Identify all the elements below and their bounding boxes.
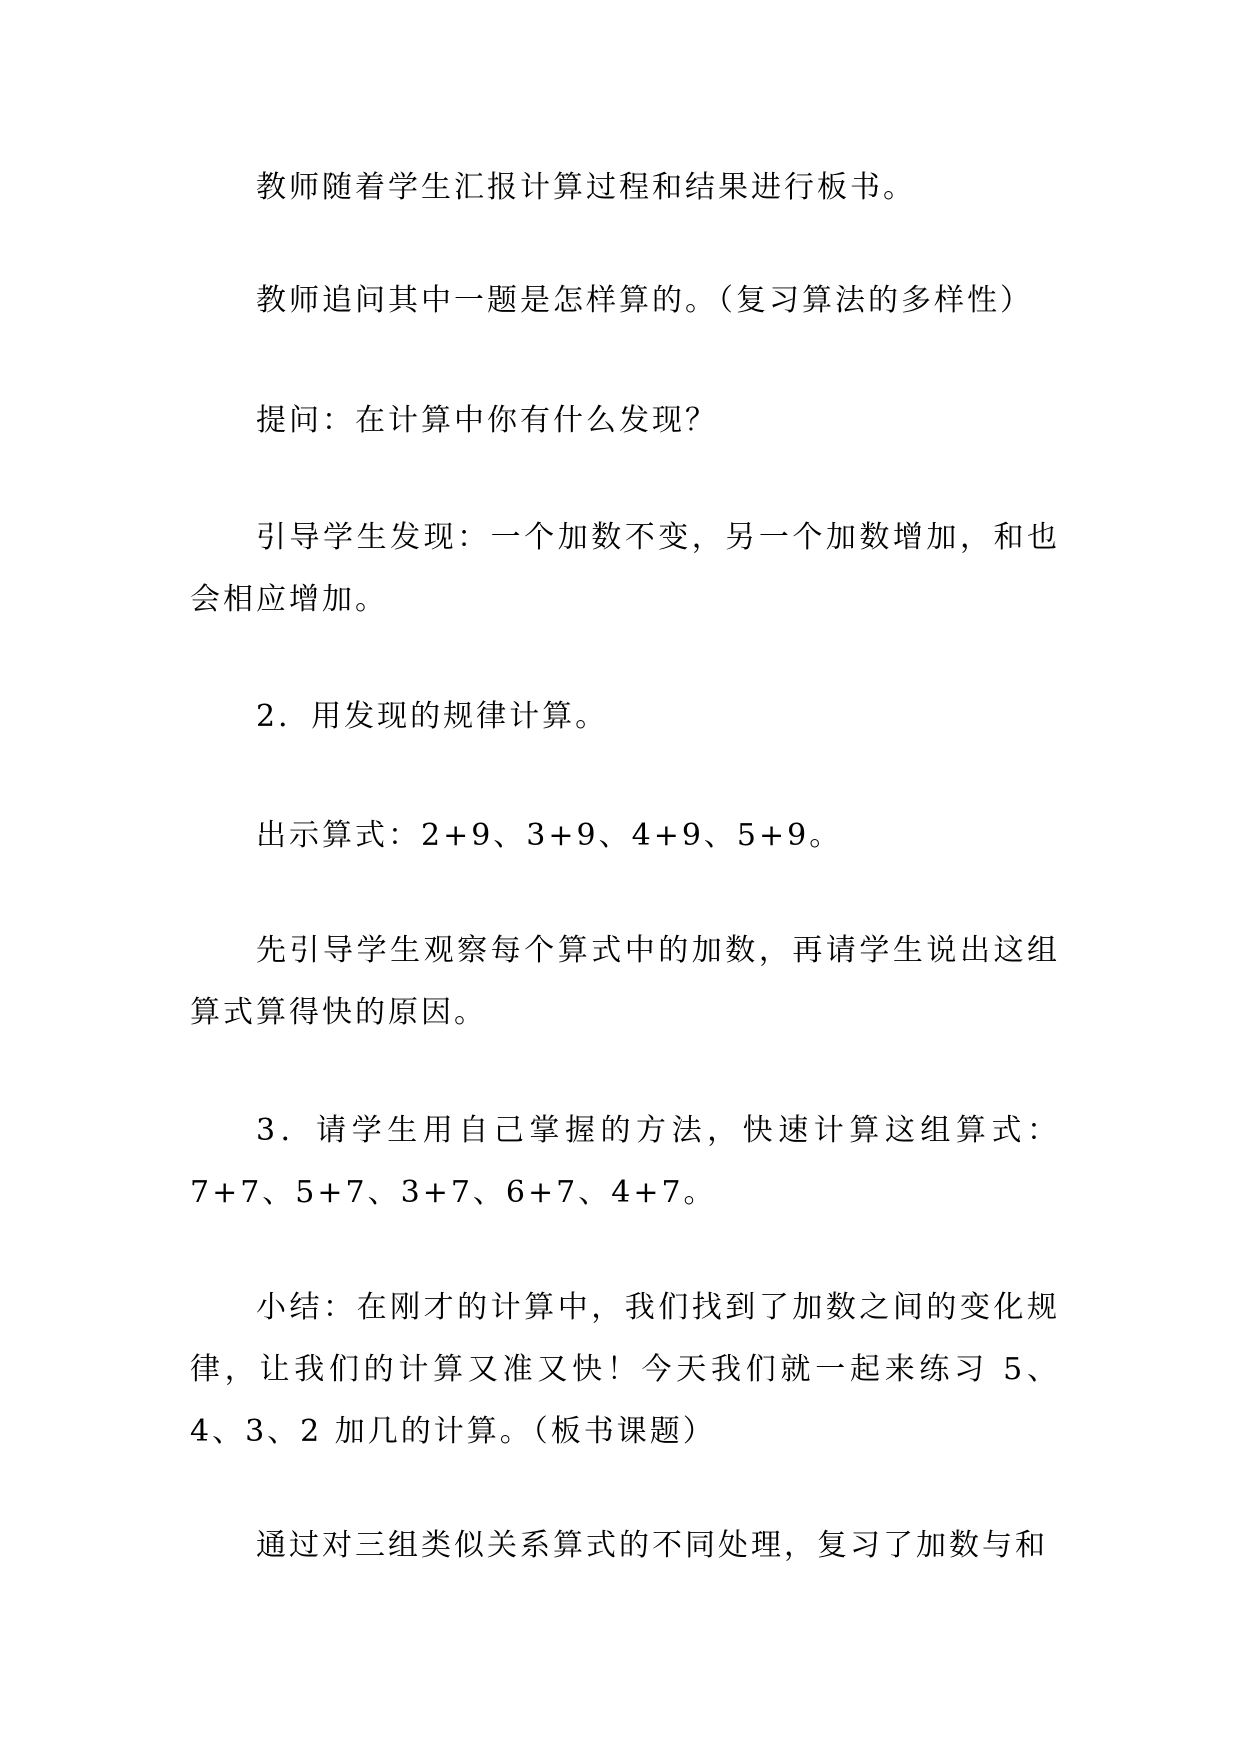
- paragraph-step-3: 3．请学生用自己掌握的方法，快速计算这组算式：7+7、5+7、3+7、6+7、4+7。: [190, 1113, 1060, 1210]
- paragraph-teacher-board-writing: 教师随着学生汇报计算过程和结果进行板书。: [256, 170, 916, 205]
- paragraph-guide-discovery: 引导学生发现：一个加数不变，另一个加数增加，和也会相应增加。: [190, 520, 1060, 617]
- paragraph-observe-addends: 先引导学生观察每个算式中的加数，再请学生说出这组算式算得快的原因。: [190, 933, 1060, 1030]
- paragraph-summary: 小结：在刚才的计算中，我们找到了加数之间的变化规律，让我们的计算又准又快！今天我们就一起来练习 5、4、3、2 加几的计算。（板书课题）: [190, 1290, 1060, 1449]
- paragraph-question: 提问：在计算中你有什么发现？: [256, 403, 718, 438]
- paragraph-show-formulas: 出示算式：2+9、3+9、4+9、5+9。: [256, 818, 843, 853]
- paragraph-review: 通过对三组类似关系算式的不同处理，复习了加数与和: [256, 1528, 1048, 1563]
- paragraph-teacher-follow-up: 教师追问其中一题是怎样算的。（复习算法的多样性）: [256, 283, 1033, 318]
- paragraph-step-2: 2．用发现的规律计算。: [256, 699, 609, 734]
